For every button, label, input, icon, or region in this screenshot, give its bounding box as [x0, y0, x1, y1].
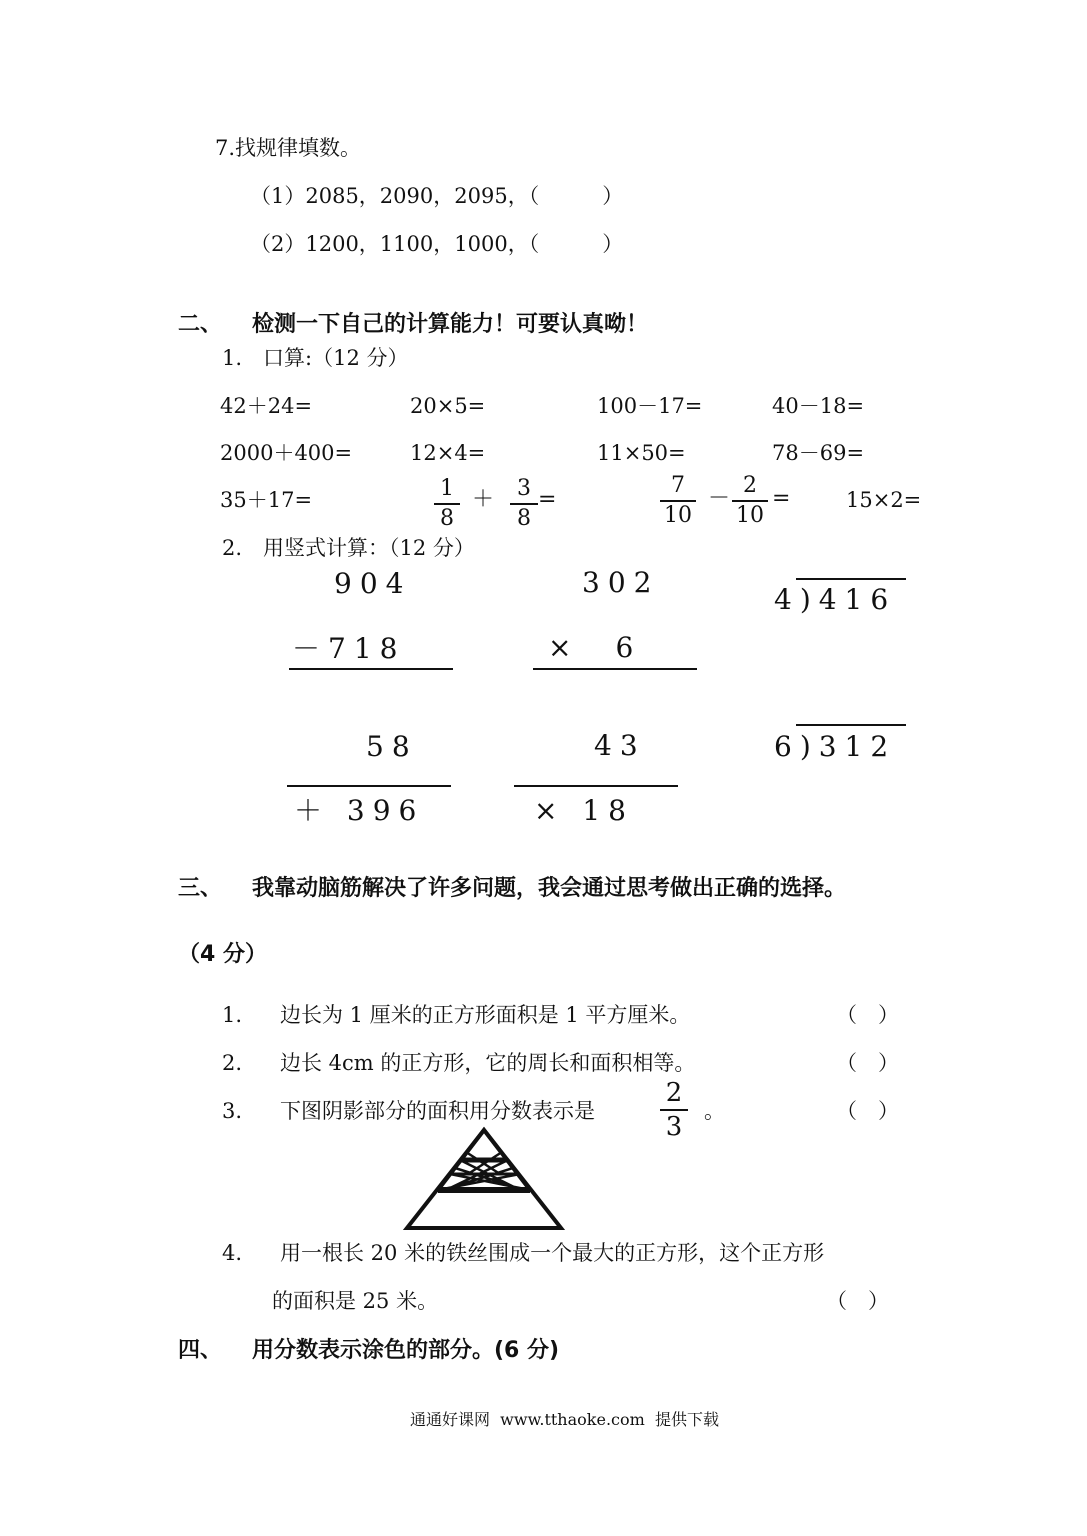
q7-item-1: （1）2085，2090，2095，（ ）: [250, 184, 624, 208]
oral-calc-label: 1. 口算:（12 分）: [222, 346, 409, 370]
section2-number: 二、: [178, 312, 223, 337]
page-footer: 通通好课网 www.tthaoke.com 提供下载: [410, 1410, 719, 1429]
oral-r2-c2: 12×4=: [410, 441, 486, 465]
section3-score: （4 分）: [178, 942, 267, 967]
v2-bottom: × 6: [548, 631, 642, 664]
vertical-calc-label: 2. 用竖式计算：（12 分）: [222, 536, 475, 560]
denominator: 10: [736, 503, 764, 528]
section4-number: 四、: [178, 1338, 223, 1363]
v1-line: [289, 668, 453, 670]
oral-r3-c4: 15×2=: [846, 488, 922, 512]
s3-item3-answer: （ ）: [836, 1099, 899, 1123]
s3-item2-answer: （ ）: [836, 1051, 899, 1075]
s3-item2-text: 边长 4cm 的正方形，它的周长和面积相等。: [280, 1051, 696, 1075]
s3-item1-answer: （ ）: [836, 1003, 899, 1027]
section4-title: 用分数表示涂色的部分。(6 分): [252, 1338, 560, 1363]
fraction-bar: [510, 503, 538, 505]
v4-top: 58: [366, 730, 418, 763]
fraction-2-10: [732, 475, 768, 527]
section2-title: 检测一下自己的计算能力！可要认真呦！: [252, 312, 649, 337]
numerator: 2: [665, 1078, 683, 1108]
denominator: 8: [440, 506, 454, 531]
v2-line: [533, 668, 697, 670]
section3-number: 三、: [178, 876, 223, 901]
oral-r2-c3: 11×50=: [597, 441, 686, 465]
numerator: 1: [440, 476, 454, 501]
q7-title: 7.找规律填数。: [215, 136, 362, 160]
fraction-1-8: [434, 478, 460, 530]
q7-item-2: （2）1200，1100，1000，（ ）: [250, 232, 624, 256]
oral-r1-c4: 40－18=: [772, 394, 865, 418]
numerator: 7: [671, 473, 685, 498]
oral-r1-c2: 20×5=: [410, 394, 486, 418]
fraction-bar: [660, 500, 696, 502]
numerator: 3: [517, 476, 531, 501]
oral-r2-c4: 78－69=: [772, 441, 865, 465]
s3-item4-text-cont: 的面积是 25 米。: [272, 1289, 439, 1313]
v5-top: 43: [594, 729, 646, 762]
oral-r1-c1: 42＋24=: [220, 394, 313, 418]
shaded-triangle-figure: [400, 1124, 568, 1234]
plus-sign: ＋: [472, 487, 495, 512]
s3-item2-num: 2.: [222, 1051, 243, 1075]
equals-sign: =: [538, 487, 557, 512]
v3-division: 4)416: [774, 583, 897, 616]
v5-bottom: × 18: [534, 794, 634, 827]
v3-division-bar: [796, 578, 906, 580]
numerator: 2: [743, 473, 757, 498]
v2-top: 302: [582, 566, 660, 599]
s3-item4-answer: （ ）: [826, 1289, 889, 1313]
fraction-3-8: [510, 478, 538, 530]
denominator: 10: [664, 503, 692, 528]
oral-r1-c3: 100－17=: [597, 394, 703, 418]
s3-item1-text: 边长为 1 厘米的正方形面积是 1 平方厘米。: [280, 1003, 691, 1027]
s3-item3-text: 下图阴影部分的面积用分数表示是: [280, 1099, 595, 1123]
fraction-7-10: [660, 475, 696, 527]
v1-bottom: －718: [292, 632, 406, 665]
fraction-2-3: [660, 1080, 688, 1140]
v1-top: 904: [334, 567, 412, 600]
fraction-bar: [660, 1109, 688, 1111]
s3-item3-period: 。: [704, 1099, 725, 1123]
denominator: 3: [665, 1112, 683, 1142]
minus-sign: －: [708, 486, 731, 511]
v4-line: [287, 785, 451, 787]
v6-division-bar: [796, 724, 906, 726]
equals-sign: =: [772, 486, 791, 511]
s3-item4-text: 用一根长 20 米的铁丝围成一个最大的正方形，这个正方形: [280, 1241, 825, 1265]
fraction-bar: [732, 500, 768, 502]
s3-item4-num: 4.: [222, 1241, 243, 1265]
section3-title: 我靠动脑筋解决了许多问题，我会通过思考做出正确的选择。: [252, 876, 847, 901]
s3-item1-num: 1.: [222, 1003, 243, 1027]
denominator: 8: [517, 506, 531, 531]
v6-division: 6)312: [774, 730, 897, 763]
oral-r3-c1: 35＋17=: [220, 488, 313, 512]
s3-item3-num: 3.: [222, 1099, 243, 1123]
fraction-bar: [434, 503, 460, 505]
v4-bottom: ＋ 396: [294, 794, 425, 827]
v5-line: [514, 785, 678, 787]
oral-r2-c1: 2000＋400=: [220, 441, 353, 465]
